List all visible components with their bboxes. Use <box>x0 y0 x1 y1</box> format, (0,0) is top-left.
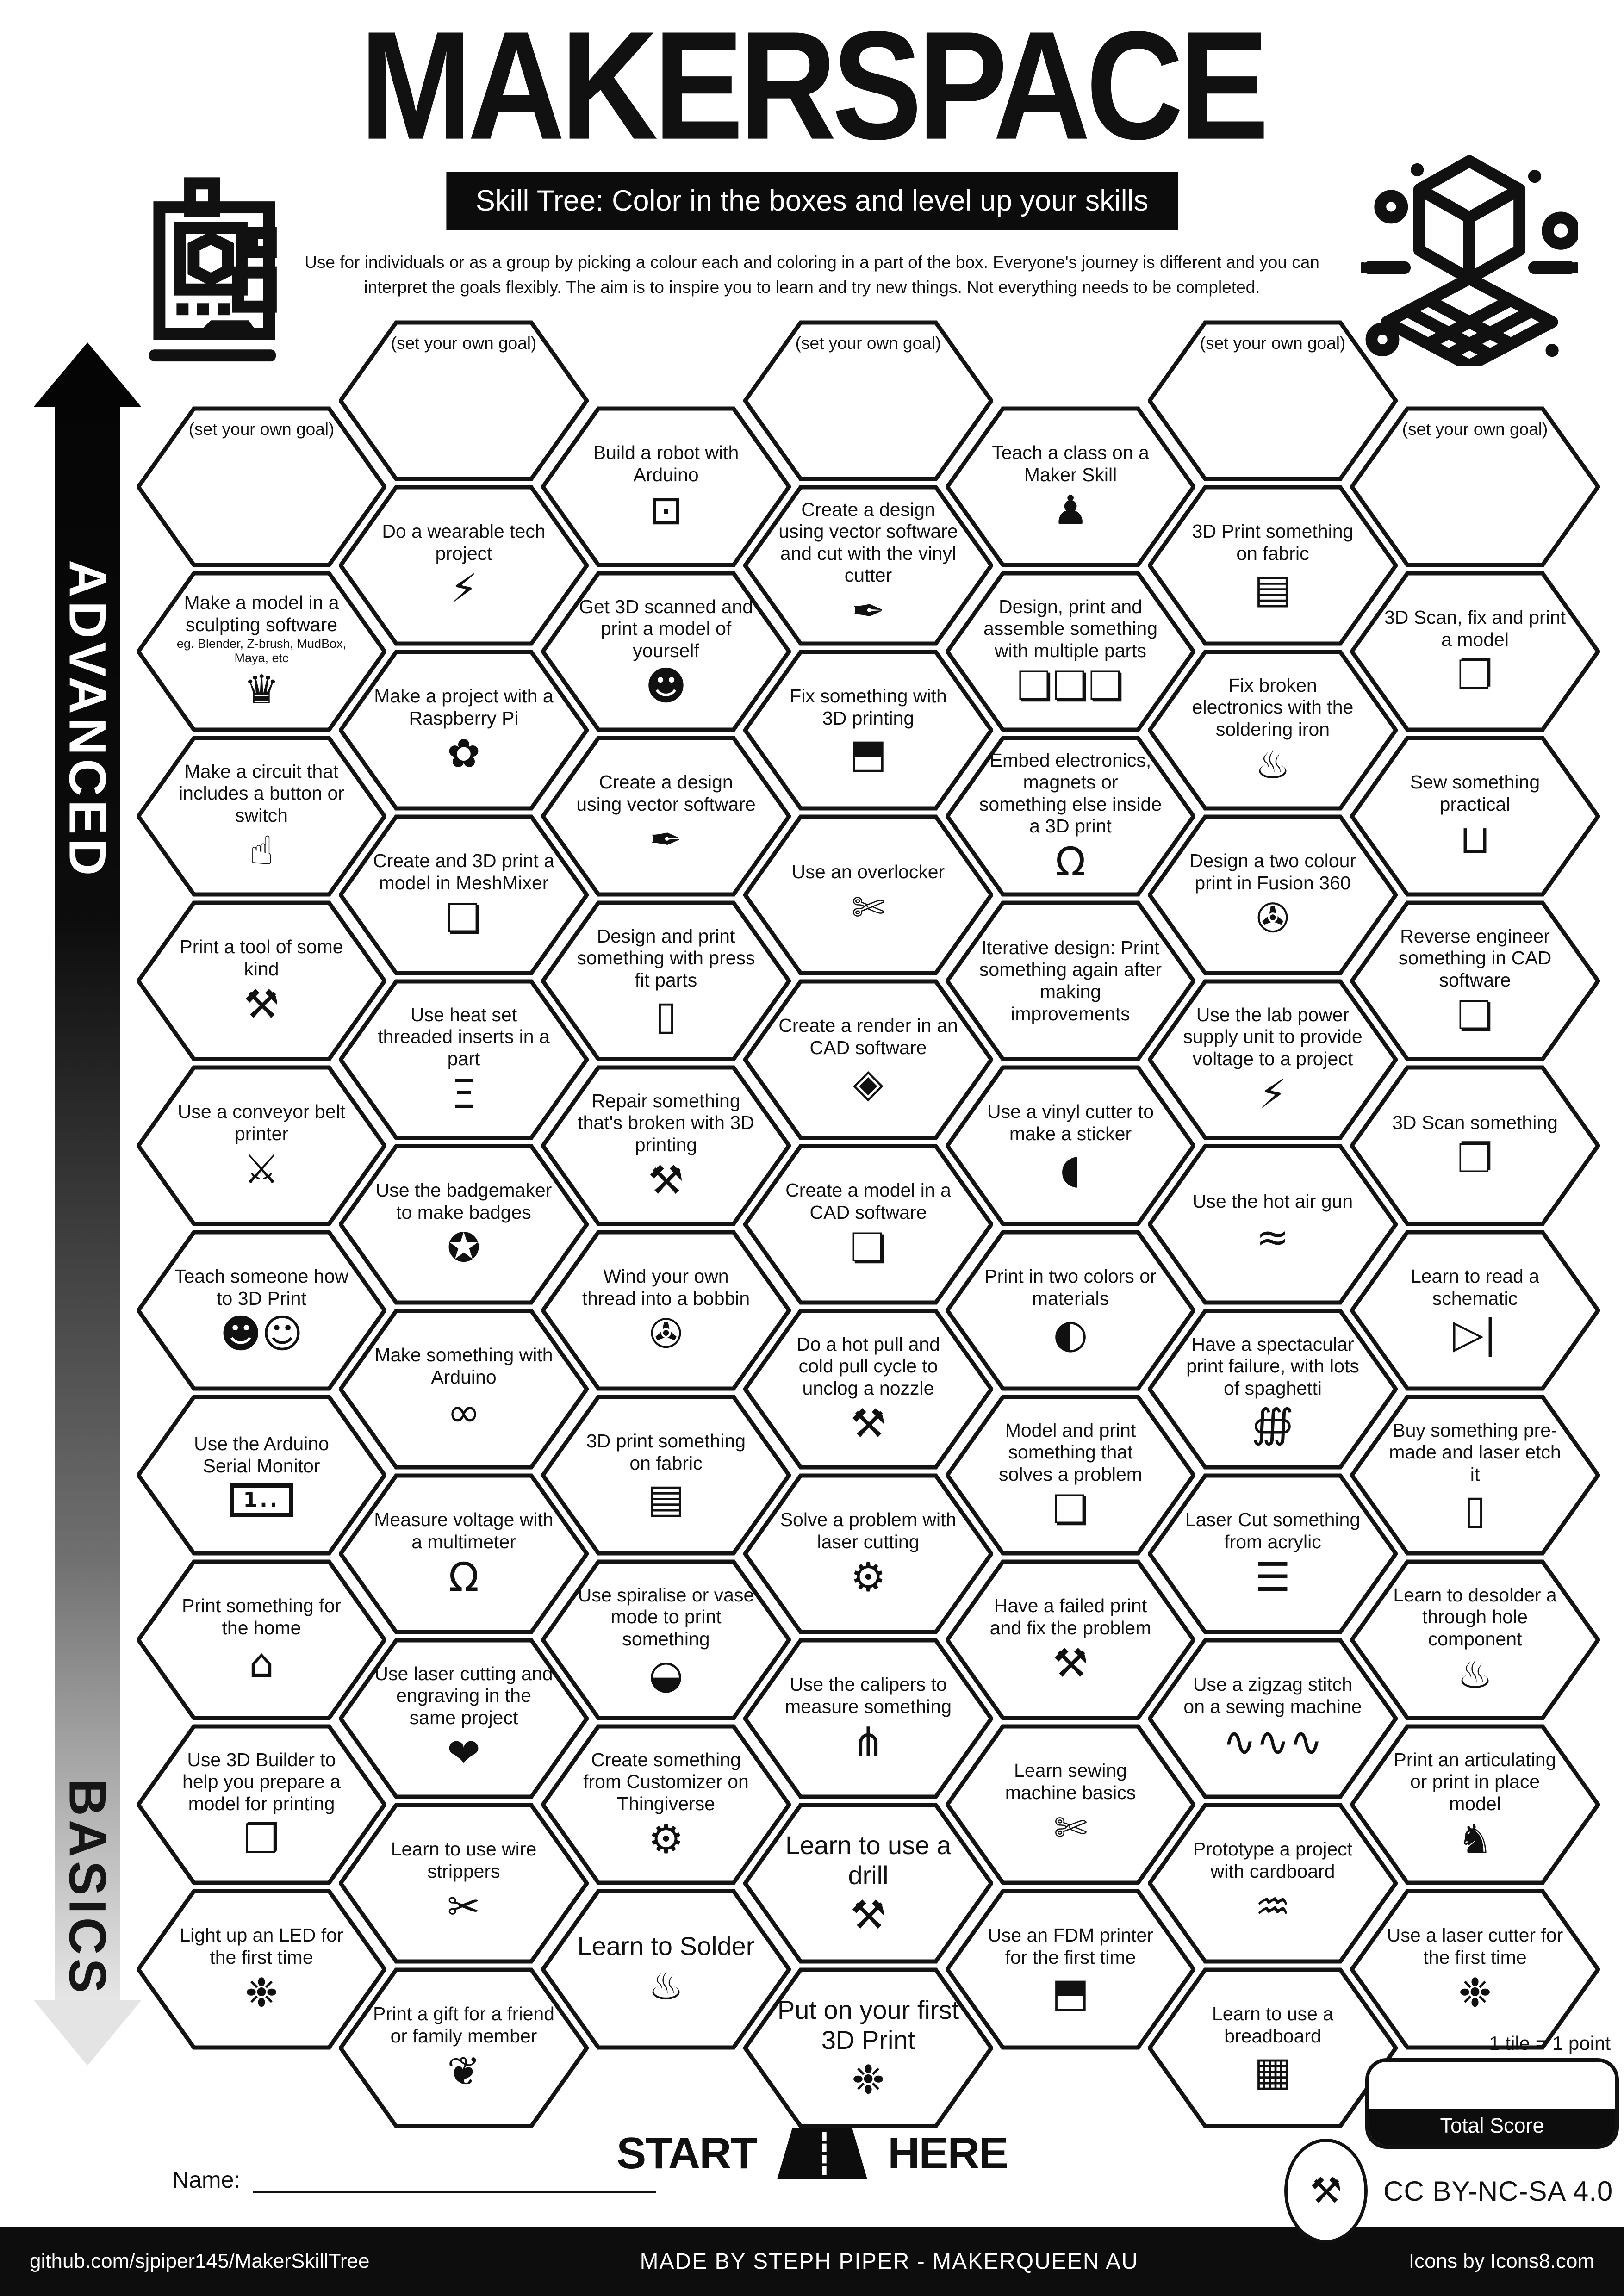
tile-label: Learn to desolder a through hole component <box>1393 1584 1557 1650</box>
printer-icon: ⬒ <box>1052 1970 1089 2017</box>
tile-label: Print an articulating or print in place model <box>1394 1749 1556 1814</box>
crossed-tools-badge-icon: ⚒ <box>1284 2139 1368 2243</box>
cad-cube-icon: ❏ <box>1052 1487 1089 1533</box>
tile-label: Create a design using vector software <box>576 771 756 815</box>
serial-monitor-icon: 1.. <box>230 1483 293 1517</box>
total-score-box <box>1365 2058 1619 2149</box>
total-score-label: Total Score <box>1369 2109 1615 2145</box>
sticker-peel-icon: ◖ <box>1060 1146 1081 1193</box>
skill-tile[interactable] <box>1350 1559 1600 1721</box>
skill-tile[interactable] <box>1350 900 1600 1062</box>
party-popper-icon: ❉ <box>851 2056 885 2103</box>
party-popper-icon: ❉ <box>1458 1970 1492 2017</box>
footer-icons-credit: Icons by Icons8.com <box>1408 2250 1594 2272</box>
tile-label: Learn to use a drill <box>785 1830 952 1890</box>
tile-label: Learn sewing machine basics <box>1005 1760 1136 1803</box>
fabric-icon: ▤ <box>1254 566 1292 613</box>
tile-label: Design, print and assemble something with multiple parts <box>983 596 1158 661</box>
cylinder-icon: ▯ <box>655 993 677 1039</box>
tile-label: Print a gift for a friend or family member <box>373 2003 554 2047</box>
etched-phone-icon: ▯ <box>1464 1487 1486 1533</box>
soldering-iron-icon: ♨ <box>1255 742 1291 788</box>
tile-label: 3D print something on fabric <box>586 1430 746 1474</box>
tile-label: (set your own goal) <box>188 420 335 439</box>
multiple-cubes-icon: ❏❏❏ <box>1017 663 1124 710</box>
cad-cube-icon: ❏ <box>850 1225 886 1272</box>
footer-credit: MADE BY STEPH PIPER - MAKERQUEEN AU <box>640 2249 1139 2274</box>
diode-schematic-icon: ▷| <box>1453 1311 1497 1358</box>
multimeter-icon: Ω <box>448 1554 479 1601</box>
tile-label: Learn to use wire strippers <box>391 1838 537 1882</box>
tile-label: Use the Arduino Serial Monitor <box>194 1433 329 1477</box>
intro-line-2: interpret the goals flexibly. The aim is to inspire you to learn and try new things. Not everything needs to be completed. <box>364 277 1260 297</box>
tile-label: Use the badgemaker to make badges <box>375 1179 552 1223</box>
scanned-person-icon: ☻ <box>645 663 687 710</box>
name-input-line[interactable] <box>253 2167 656 2193</box>
model-prep-icon: ❒ <box>243 1816 280 1863</box>
3d-printer-logo-icon <box>139 176 310 366</box>
arrow-up-head <box>33 342 142 407</box>
wrench-screwdriver-icon: ⚒ <box>648 1157 684 1204</box>
skill-tile[interactable] <box>1350 406 1600 568</box>
basics-label: BASICS <box>58 1779 117 1997</box>
tile-label: Use a laser cutter for the first time <box>1387 1924 1563 1968</box>
house-icon: ⌂ <box>249 1640 274 1687</box>
tile-label: (set your own goal) <box>1200 334 1346 353</box>
tile-label: Use the lab power supply unit to provide voltage to a project <box>1183 1004 1363 1069</box>
tile-label: Use the hot air gun <box>1192 1191 1353 1212</box>
tile-label: Learn to Solder <box>577 1931 755 1961</box>
start-here-row <box>616 2128 1008 2179</box>
tile-label: Use a vinyl cutter to make a sticker <box>987 1101 1154 1144</box>
arduino-infinity-icon: ∞ <box>447 1390 480 1436</box>
vase-icon: ◒ <box>648 1651 684 1698</box>
subtitle-banner: Skill Tree: Color in the boxes and level up your skills <box>446 172 1178 230</box>
tile-label: Buy something pre-made and laser etch it <box>1389 1419 1561 1485</box>
tile-label: Print in two colors or materials <box>984 1266 1157 1309</box>
tile-label: Do a hot pull and cold pull cycle to unclog a nozzle <box>796 1333 940 1399</box>
gear-hand-icon: ⚙ <box>850 1554 886 1601</box>
tile-label: Teach a class on a Maker Skill <box>992 442 1149 485</box>
finger-press-icon: ☝ <box>249 828 274 875</box>
led-dome-icon: Ω <box>1055 838 1086 885</box>
tile-label: Use 3D Builder to help you prepare a model for printing <box>182 1749 341 1814</box>
tile-label: Use the calipers to measure something <box>784 1674 952 1717</box>
tile-label: Sew something practical <box>1410 771 1540 815</box>
tile-label: Build a robot with Arduino <box>593 442 739 485</box>
tile-label: Wind your own thread into a bobbin <box>582 1266 750 1309</box>
hot-air-gun-icon: ≈ <box>1256 1214 1290 1260</box>
wire-strippers-icon: ✂ <box>447 1884 481 1930</box>
tile-label: Make a project with a Raspberry Pi <box>374 685 554 729</box>
led-celebration-icon: ❉ <box>244 1970 279 2017</box>
shopping-bag-icon: ⊔ <box>1459 817 1491 863</box>
tile-label: Print something for the home <box>181 1595 342 1638</box>
tile-label: Have a spectacular print failure, with lots of spaghetti <box>1186 1333 1359 1399</box>
tile-label: Create a render in an CAD software <box>778 1015 958 1058</box>
gear-icon: ⚙ <box>648 1816 684 1863</box>
tile-label: Create a design using vector software and cut with the vinyl cutter <box>778 498 958 586</box>
tile-label: Create a model in a CAD software <box>785 1179 951 1223</box>
tile-label: (set your own goal) <box>1402 420 1548 439</box>
skill-tile[interactable] <box>1350 1394 1600 1556</box>
tile-label: Create something from Customizer on Thingiverse <box>583 1749 749 1814</box>
teacher-whiteboard-icon: ♟ <box>1052 487 1089 534</box>
tile-label: Have a failed print and fix the problem <box>989 1595 1151 1638</box>
gift-bow-icon: ❦ <box>447 2048 481 2095</box>
sword-icon: ⚔ <box>243 1146 280 1193</box>
led-bolt-icon: ⚡ <box>449 566 478 613</box>
tile-label: Use heat set threaded inserts in a part <box>378 1004 550 1069</box>
raspberry-pi-icon: ✿ <box>447 731 481 777</box>
name-label: Name: <box>172 2167 241 2193</box>
skill-tile[interactable] <box>1350 1229 1600 1391</box>
bobbin-icon: ✇ <box>649 1311 683 1358</box>
intro-line-1: Use for individuals or as a group by picking a colour each and coloring in a part of the box. Everyone's journey is different and you can <box>305 253 1319 272</box>
printer-icon: ⬒ <box>849 731 887 777</box>
spaghetti-bowl-icon: ∰ <box>1251 1401 1294 1447</box>
tile-label: Model and print something that solves a problem <box>999 1419 1142 1485</box>
tile-label: Create and 3D print a model in MeshMixer <box>373 850 554 894</box>
wrench-screwdriver-icon: ⚒ <box>1052 1640 1089 1687</box>
soldering-iron-icon: ♨ <box>1457 1651 1493 1698</box>
page-title: MAKERSPACE <box>360 0 1264 172</box>
statue-icon: ♛ <box>243 667 280 714</box>
tile-label: Use a conveyor belt printer <box>177 1101 346 1144</box>
cardboard-icon: ♒ <box>1255 1884 1291 1930</box>
tile-label: Get 3D scanned and print a model of yourself <box>579 596 753 661</box>
robot-icon: ⊡ <box>649 487 683 534</box>
tile-label: Reverse engineer something in CAD software <box>1398 925 1552 991</box>
tile-label: Use an FDM printer for the first time <box>988 1924 1153 1968</box>
zigzag-stitch-icon: ∿∿∿ <box>1222 1719 1323 1766</box>
tile-label: Design a two colour print in Fusion 360 <box>1189 850 1356 894</box>
scan-cube-cursor-icon: ❐ <box>1457 1135 1493 1182</box>
tile-label: Design and print something with press fit parts <box>577 925 755 991</box>
tools-icon: ⚒ <box>243 981 280 1028</box>
tile-label: Solve a problem with laser cutting <box>780 1509 957 1552</box>
score-note: 1 tile = 1 point <box>1489 2032 1611 2054</box>
drill-icon: ⚒ <box>850 1892 886 1938</box>
footer-github-url: github.com/sjpiper145/MakerSkillTree <box>30 2250 370 2272</box>
tile-label: Learn to read a schematic <box>1410 1266 1540 1309</box>
two-people-laptop-icon: ☻☺ <box>220 1311 303 1358</box>
tile-label: Put on your first 3D Print <box>777 1995 959 2054</box>
lightning-icon: ⚡ <box>1258 1071 1287 1118</box>
tile-label: Use spiralise or vase mode to print something <box>578 1584 754 1650</box>
badge-icon: ✪ <box>447 1225 481 1272</box>
dashed-cube-icon: ❏ <box>446 895 482 942</box>
tile-label: Repair something that's broken with 3D printing <box>578 1090 754 1155</box>
tile-label: Fix something with 3D printing <box>790 685 947 729</box>
road-start-icon <box>777 2128 867 2179</box>
pen-nib-icon: ✒ <box>851 588 885 634</box>
tile-label: Make something with Arduino <box>374 1344 553 1388</box>
tile-label: Learn to use a breadboard <box>1212 2003 1334 2047</box>
advanced-label: ADVANCED <box>58 559 117 880</box>
tile-label: Fix broken electronics with the soldering iron <box>1192 674 1354 740</box>
score-write-area[interactable] <box>1369 2062 1615 2109</box>
breadboard-icon: ▦ <box>1254 2048 1292 2095</box>
tile-label: Embed electronics, magnets or something else inside a 3D print <box>979 749 1162 837</box>
skill-tile[interactable] <box>1350 1888 1600 2050</box>
sewing-machine-icon: ✄ <box>1053 1805 1088 1852</box>
intro-text <box>245 250 1379 299</box>
threaded-insert-icon: Ξ <box>451 1071 477 1118</box>
tile-label: Iterative design: Print something again after making improvements <box>979 937 1162 1024</box>
name-field <box>172 2166 656 2193</box>
tile-label: 3D Scan, fix and print a model <box>1384 607 1566 650</box>
laser-heart-icon: ❤ <box>447 1730 481 1777</box>
cad-cube-icon: ❏ <box>1457 993 1493 1039</box>
tile-label: 3D Print something on fabric <box>1192 521 1354 564</box>
tile-label: Print a tool of some kind <box>180 936 343 980</box>
tile-label: Laser Cut something from acrylic <box>1185 1509 1361 1552</box>
sewing-machine-icon: ✄ <box>851 884 885 931</box>
tile-label: Use an overlocker <box>791 861 945 883</box>
soldering-iron-icon: ♨ <box>648 1963 684 2010</box>
skill-tile[interactable] <box>1350 1065 1600 1227</box>
tile-label: (set your own goal) <box>391 334 537 353</box>
calipers-icon: ⋔ <box>851 1719 885 1766</box>
tile-label: 3D Scan something <box>1392 1112 1558 1134</box>
fabric-icon: ▤ <box>647 1476 685 1522</box>
tile-label: Use a zigzag stitch on a sewing machine <box>1183 1674 1362 1717</box>
pen-nib-icon: ✒ <box>649 817 683 863</box>
tile-label: Do a wearable tech project <box>382 521 546 564</box>
tile-label: Prototype a project with cardboard <box>1193 1838 1353 1882</box>
dragon-icon: ♞ <box>1457 1816 1493 1863</box>
tile-label: Make a model in a sculpting software <box>184 592 339 635</box>
two-tone-spool-icon: ◐ <box>1053 1311 1088 1358</box>
tile-label: (set your own goal) <box>795 334 941 353</box>
tile-label: Make a circuit that includes a button or switch <box>179 760 344 826</box>
tile-label: Light up an LED for the first time <box>180 1924 343 1968</box>
license-text: CC BY-NC-SA 4.0 <box>1383 2175 1613 2207</box>
wrench-screwdriver-icon: ⚒ <box>850 1401 886 1447</box>
here-label: HERE <box>888 2128 1008 2178</box>
skill-tile[interactable] <box>1350 735 1600 897</box>
skill-tile[interactable] <box>1350 571 1600 732</box>
start-label: START <box>616 2128 757 2178</box>
tile-label: Use laser cutting and engraving in the same project <box>374 1663 553 1728</box>
license-row <box>1284 2139 1613 2243</box>
scan-cube-cursor-icon: ❐ <box>1457 652 1493 699</box>
tile-label: Measure voltage with a multimeter <box>374 1509 554 1552</box>
filament-coils-icon: ✇ <box>1256 895 1290 942</box>
skill-tile[interactable] <box>1350 1724 1600 1886</box>
tile-sublabel: eg. Blender, Z-brush, MudBox, Maya, etc <box>176 637 347 665</box>
tile-label: Teach someone how to 3D Print <box>174 1266 349 1309</box>
acrylic-stack-icon: ☰ <box>1255 1554 1291 1601</box>
cad-render-cube-icon: ◈ <box>852 1060 884 1107</box>
